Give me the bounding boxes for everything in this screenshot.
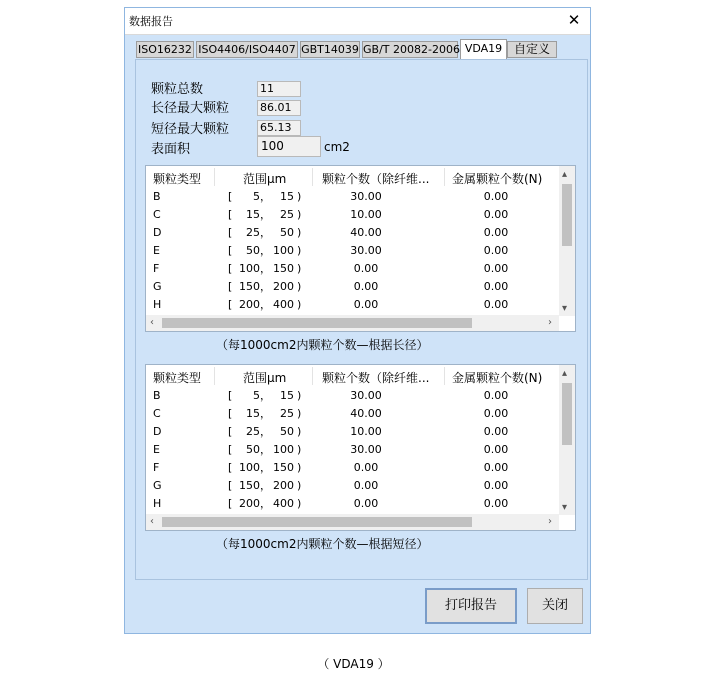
cell-range-close: )	[297, 244, 302, 257]
cell-range-low: 5	[253, 190, 260, 203]
cell-type: E	[153, 244, 160, 257]
cell-range-low: 15	[246, 407, 260, 420]
cell-range-close: )	[297, 208, 302, 221]
cell-range-low: 150	[239, 479, 260, 492]
table-row[interactable]	[146, 459, 561, 477]
cell-range-high: 100	[273, 443, 294, 456]
cell-range-high: 100	[273, 244, 294, 257]
cell-range-sep: ，	[260, 208, 271, 221]
cell-range-sep: ，	[260, 298, 271, 311]
cell-count: 0.00	[353, 461, 379, 474]
table-row[interactable]	[146, 495, 561, 513]
table-row[interactable]	[146, 405, 561, 423]
cell-range-low: 100	[239, 461, 260, 474]
cell-type: H	[153, 298, 162, 311]
cell-range-sep: ，	[260, 389, 271, 402]
cell-range-close: )	[297, 298, 302, 311]
cell-metal: 0.00	[483, 461, 509, 474]
cell-metal: 0.00	[483, 479, 509, 492]
cell-range-high: 25	[280, 208, 294, 221]
report-dialog	[124, 7, 591, 634]
total-label: 颗粒总数	[151, 82, 204, 97]
cell-range-open: [	[228, 208, 233, 221]
cell-range-open: [	[228, 298, 233, 311]
cell-count: 10.00	[350, 208, 382, 221]
cell-range-sep: ，	[260, 443, 271, 456]
cell-metal: 0.00	[483, 280, 509, 293]
cell-type: C	[153, 208, 161, 221]
cell-range-high: 400	[273, 298, 294, 311]
scroll-right-icon[interactable]: ›	[548, 317, 552, 328]
cell-metal: 0.00	[483, 226, 509, 239]
col-header-count[interactable]: 颗粒个数（除纤维...	[322, 172, 430, 186]
cell-range-sep: ，	[260, 479, 271, 492]
cell-range-close: )	[297, 262, 302, 275]
window-title: 数据报告	[129, 15, 173, 28]
cell-type: H	[153, 497, 162, 510]
cell-count: 10.00	[350, 425, 382, 438]
cell-range-open: [	[228, 226, 233, 239]
hscroll-thumb[interactable]	[162, 517, 472, 527]
cell-count: 30.00	[350, 244, 382, 257]
cell-range-open: [	[228, 497, 233, 510]
particle-table-short[interactable]	[145, 364, 576, 531]
max-short-label: 短径最大颗粒	[151, 122, 230, 137]
scroll-thumb[interactable]	[562, 383, 572, 445]
cell-range-sep: ，	[260, 190, 271, 203]
cell-range-open: [	[228, 443, 233, 456]
cell-range-sep: ，	[260, 280, 271, 293]
cell-type: B	[153, 190, 161, 203]
table-row[interactable]	[146, 387, 561, 405]
vertical-scrollbar[interactable]	[559, 365, 575, 515]
cell-range-close: )	[297, 280, 302, 293]
col-header-metal[interactable]: 金属颗粒个数(N)	[452, 371, 543, 385]
cell-metal: 0.00	[483, 425, 509, 438]
cell-metal: 0.00	[483, 190, 509, 203]
col-header-type[interactable]: 颗粒类型	[153, 172, 202, 186]
table-row[interactable]	[146, 206, 561, 224]
cell-metal: 0.00	[483, 389, 509, 402]
col-header-range[interactable]: 范围μm	[243, 172, 287, 186]
cell-range-close: )	[297, 190, 302, 203]
cell-type: F	[153, 461, 160, 474]
cell-range-open: [	[228, 190, 233, 203]
cell-range-open: [	[228, 407, 233, 420]
cell-range-high: 15	[280, 190, 294, 203]
table-row[interactable]	[146, 188, 561, 206]
cell-metal: 0.00	[483, 244, 509, 257]
cell-count: 0.00	[353, 298, 379, 311]
table-row[interactable]	[146, 224, 561, 242]
cell-range-close: )	[297, 443, 302, 456]
cell-type: B	[153, 389, 161, 402]
table-row[interactable]	[146, 278, 561, 296]
cell-type: G	[153, 479, 162, 492]
area-unit: cm2	[324, 140, 350, 154]
cell-range-low: 5	[253, 389, 260, 402]
col-header-metal[interactable]: 金属颗粒个数(N)	[452, 172, 543, 186]
table-row[interactable]	[146, 423, 561, 441]
tab-custom[interactable]: 自定义	[507, 41, 557, 58]
cell-range-open: [	[228, 461, 233, 474]
table-row[interactable]	[146, 296, 561, 314]
cell-range-sep: ，	[260, 497, 271, 510]
cell-range-sep: ，	[260, 244, 271, 257]
tab-gbt14039[interactable]: GBT14039	[301, 43, 359, 56]
cell-range-low: 100	[239, 262, 260, 275]
table-long-note: （每1000cm2内颗粒个数—根据长径）	[216, 338, 429, 352]
tab-gbt20082[interactable]: GB/T 20082-2006	[363, 43, 460, 56]
col-header-count[interactable]: 颗粒个数（除纤维...	[322, 371, 430, 385]
cell-count: 0.00	[353, 497, 379, 510]
cell-range-sep: ，	[260, 425, 271, 438]
cell-metal: 0.00	[483, 208, 509, 221]
cell-count: 40.00	[350, 226, 382, 239]
col-header-range[interactable]: 范围μm	[243, 371, 287, 385]
cell-range-close: )	[297, 479, 302, 492]
scroll-down-icon[interactable]: ▾	[562, 502, 568, 513]
particle-table-long[interactable]	[145, 165, 576, 332]
cell-range-open: [	[228, 425, 233, 438]
max-long-value: 86.01	[257, 100, 301, 116]
cell-range-low: 50	[246, 443, 260, 456]
scroll-up-icon[interactable]: ▴	[562, 368, 568, 379]
scroll-left-icon[interactable]: ‹	[150, 317, 154, 328]
cell-range-high: 150	[273, 262, 294, 275]
cell-range-close: )	[297, 389, 302, 402]
horizontal-scrollbar[interactable]	[146, 315, 559, 331]
cell-metal: 0.00	[483, 407, 509, 420]
cell-range-high: 15	[280, 389, 294, 402]
cell-range-close: )	[297, 497, 302, 510]
cell-range-low: 200	[239, 298, 260, 311]
cell-range-high: 50	[280, 425, 294, 438]
tab-vda19[interactable]: VDA19	[460, 39, 507, 59]
scroll-down-icon[interactable]: ▾	[562, 303, 568, 314]
cell-count: 0.00	[353, 280, 379, 293]
cell-range-open: [	[228, 244, 233, 257]
cell-type: F	[153, 262, 160, 275]
cell-range-close: )	[297, 461, 302, 474]
close-icon[interactable]: ✕	[567, 11, 581, 29]
area-label: 表面积	[151, 142, 191, 157]
max-long-label: 长径最大颗粒	[151, 101, 230, 116]
cell-range-sep: ，	[260, 262, 271, 275]
cell-range-open: [	[228, 262, 233, 275]
cell-count: 0.00	[353, 479, 379, 492]
cell-type: D	[153, 226, 162, 239]
cell-range-open: [	[228, 389, 233, 402]
col-header-type[interactable]: 颗粒类型	[153, 371, 202, 385]
close-button[interactable]: 关闭	[527, 588, 583, 624]
table-row[interactable]	[146, 260, 561, 278]
cell-range-sep: ，	[260, 461, 271, 474]
cell-count: 30.00	[350, 190, 382, 203]
cell-type: C	[153, 407, 161, 420]
cell-metal: 0.00	[483, 298, 509, 311]
cell-range-close: )	[297, 407, 302, 420]
cell-metal: 0.00	[483, 497, 509, 510]
cell-range-close: )	[297, 425, 302, 438]
cell-count: 30.00	[350, 389, 382, 402]
tab-iso4406[interactable]: ISO4406/ISO4407	[196, 41, 298, 58]
cell-metal: 0.00	[483, 443, 509, 456]
cell-range-high: 150	[273, 461, 294, 474]
cell-range-sep: ，	[260, 407, 271, 420]
vda19-panel	[135, 59, 588, 580]
cell-range-low: 200	[239, 497, 260, 510]
cell-range-open: [	[228, 280, 233, 293]
figure-caption: （ VDA19 ）	[317, 657, 390, 671]
scroll-right-icon[interactable]: ›	[548, 516, 552, 527]
cell-range-low: 25	[246, 226, 260, 239]
cell-range-low: 150	[239, 280, 260, 293]
cell-type: D	[153, 425, 162, 438]
cell-type: G	[153, 280, 162, 293]
horizontal-scrollbar[interactable]	[146, 514, 559, 530]
cell-range-high: 400	[273, 497, 294, 510]
hscroll-thumb[interactable]	[162, 318, 472, 328]
table-row[interactable]	[146, 242, 561, 260]
total-value: 11	[257, 81, 301, 97]
title-bar	[125, 8, 590, 35]
cell-count: 0.00	[353, 262, 379, 275]
cell-count: 40.00	[350, 407, 382, 420]
cell-range-high: 25	[280, 407, 294, 420]
table-row[interactable]	[146, 441, 561, 459]
cell-range-low: 50	[246, 244, 260, 257]
cell-range-low: 25	[246, 425, 260, 438]
vertical-scrollbar[interactable]	[559, 166, 575, 316]
table-short-note: （每1000cm2内颗粒个数—根据短径）	[216, 537, 429, 551]
cell-range-high: 200	[273, 479, 294, 492]
max-short-value: 65.13	[257, 120, 301, 136]
print-report-button[interactable]: 打印报告	[425, 588, 517, 624]
cell-range-high: 50	[280, 226, 294, 239]
cell-range-high: 200	[273, 280, 294, 293]
cell-range-open: [	[228, 479, 233, 492]
cell-metal: 0.00	[483, 262, 509, 275]
area-input[interactable]: 100	[257, 136, 321, 157]
cell-range-sep: ，	[260, 226, 271, 239]
scroll-thumb[interactable]	[562, 184, 572, 246]
table-row[interactable]	[146, 477, 561, 495]
scroll-up-icon[interactable]: ▴	[562, 169, 568, 180]
tab-iso16232[interactable]: ISO16232	[136, 41, 194, 58]
cell-count: 30.00	[350, 443, 382, 456]
cell-type: E	[153, 443, 160, 456]
scroll-left-icon[interactable]: ‹	[150, 516, 154, 527]
cell-range-low: 15	[246, 208, 260, 221]
cell-range-close: )	[297, 226, 302, 239]
